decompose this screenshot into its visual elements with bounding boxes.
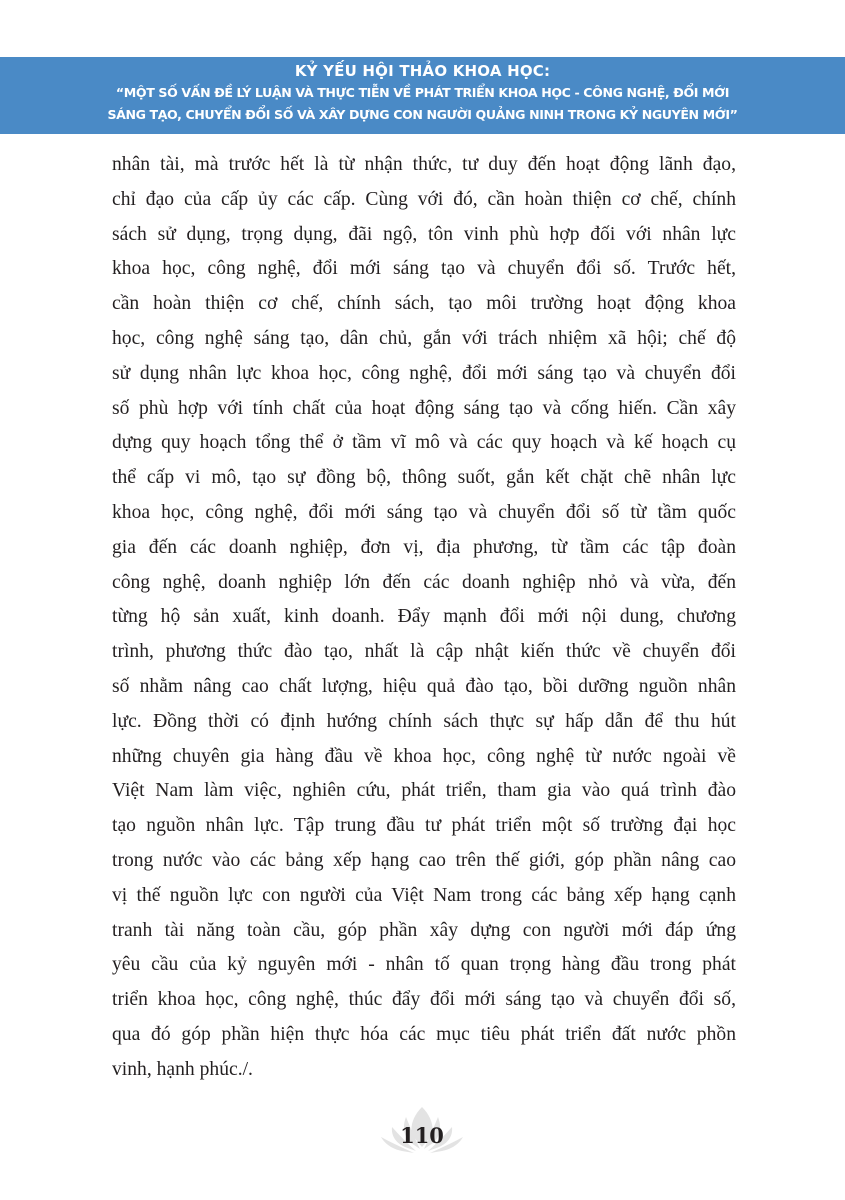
body-line: tạo nguồn nhân lực. Tập trung đầu tư phát triển một số trường đại học: [112, 815, 736, 837]
header-subtitle-line-1: “MỘT SỐ VẤN ĐỀ LÝ LUẬN VÀ THỰC TIỄN VỀ PHÁT TRIỂN KHOA HỌC - CÔNG NGHỆ, ĐỔI MỚI: [115, 85, 730, 100]
header-band: [0, 57, 845, 134]
body-line: triển khoa học, công nghệ, thúc đẩy đổi mới sáng tạo và chuyển đổi số,: [112, 989, 736, 1011]
body-line: từng hộ sản xuất, kinh doanh. Đẩy mạnh đổi mới nội dung, chương: [112, 606, 736, 628]
body-line: công nghệ, doanh nghiệp lớn đến các doanh nghiệp nhỏ và vừa, đến: [112, 571, 736, 593]
body-line: những chuyên gia hàng đầu về khoa học, công nghệ từ nước ngoài về: [112, 745, 736, 767]
body-line: khoa học, công nghệ, đổi mới sáng tạo và chuyển đổi số. Trước hết,: [112, 258, 736, 280]
body-line: tranh tài năng toàn cầu, góp phần xây dựng con người mới đáp ứng: [112, 919, 736, 941]
body-line: Việt Nam làm việc, nghiên cứu, phát triển, tham gia vào quá trình đào: [112, 780, 736, 802]
body-line: yêu cầu của kỷ nguyên mới - nhân tố quan trọng hàng đầu trong phát: [112, 954, 736, 976]
body-line: học, công nghệ sáng tạo, dân chủ, gắn với trách nhiệm xã hội; chế độ: [112, 327, 736, 349]
body-line: số nhằm nâng cao chất lượng, hiệu quả đào tạo, bồi dưỡng nguồn nhân: [112, 675, 736, 697]
body-line: sử dụng nhân lực khoa học, công nghệ, đổi mới sáng tạo và chuyển đổi: [112, 362, 736, 384]
body-line: dựng quy hoạch tổng thể ở tầm vĩ mô và các quy hoạch và kế hoạch cụ: [112, 432, 736, 454]
body-line: cần hoàn thiện cơ chế, chính sách, tạo môi trường hoạt động khoa: [112, 293, 736, 315]
body-line: số phù hợp với tính chất của hoạt động sáng tạo và cống hiến. Cần xây: [112, 397, 736, 419]
header-title: KỶ YẾU HỘI THẢO KHOA HỌC:: [294, 62, 551, 80]
body-line: trình, phương thức đào tạo, nhất là cập nhật kiến thức về chuyển đổi: [112, 641, 736, 663]
body-line: thể cấp vi mô, tạo sự đồng bộ, thông suốt, gắn kết chặt chẽ nhân lực: [112, 467, 736, 489]
body-paragraph: [112, 148, 736, 1088]
body-line: lực. Đồng thời có định hướng chính sách thực sự hấp dẫn để thu hút: [112, 710, 736, 732]
body-line: chỉ đạo của cấp ủy các cấp. Cùng với đó, cần hoàn thiện cơ chế, chính: [112, 188, 736, 210]
header-subtitle-line-2: SÁNG TẠO, CHUYỂN ĐỔI SỐ VÀ XÂY DỰNG CON NGƯỜI QUẢNG NINH TRONG KỶ NGUYÊN MỚI”: [107, 107, 738, 122]
body-line: khoa học, công nghệ, đổi mới sáng tạo và chuyển đổi số từ tầm quốc: [112, 501, 736, 523]
body-line: gia đến các doanh nghiệp, đơn vị, địa phương, từ tầm các tập đoàn: [112, 536, 736, 558]
body-line: qua đó góp phần hiện thực hóa các mục tiêu phát triển đất nước phồn: [112, 1023, 736, 1045]
body-line: sách sử dụng, trọng dụng, đãi ngộ, tôn vinh phù hợp đối với nhân lực: [112, 223, 736, 245]
body-line: trong nước vào các bảng xếp hạng cao trên thế giới, góp phần nâng cao: [112, 849, 736, 871]
body-line: vị thế nguồn lực con người của Việt Nam trong các bảng xếp hạng cạnh: [112, 884, 736, 906]
page-footer: [380, 1105, 464, 1157]
body-line-last: vinh, hạnh phúc./.: [112, 1058, 253, 1080]
page-number: 110: [400, 1123, 444, 1148]
body-line: nhân tài, mà trước hết là từ nhận thức, tư duy đến hoạt động lãnh đạo,: [112, 154, 736, 175]
